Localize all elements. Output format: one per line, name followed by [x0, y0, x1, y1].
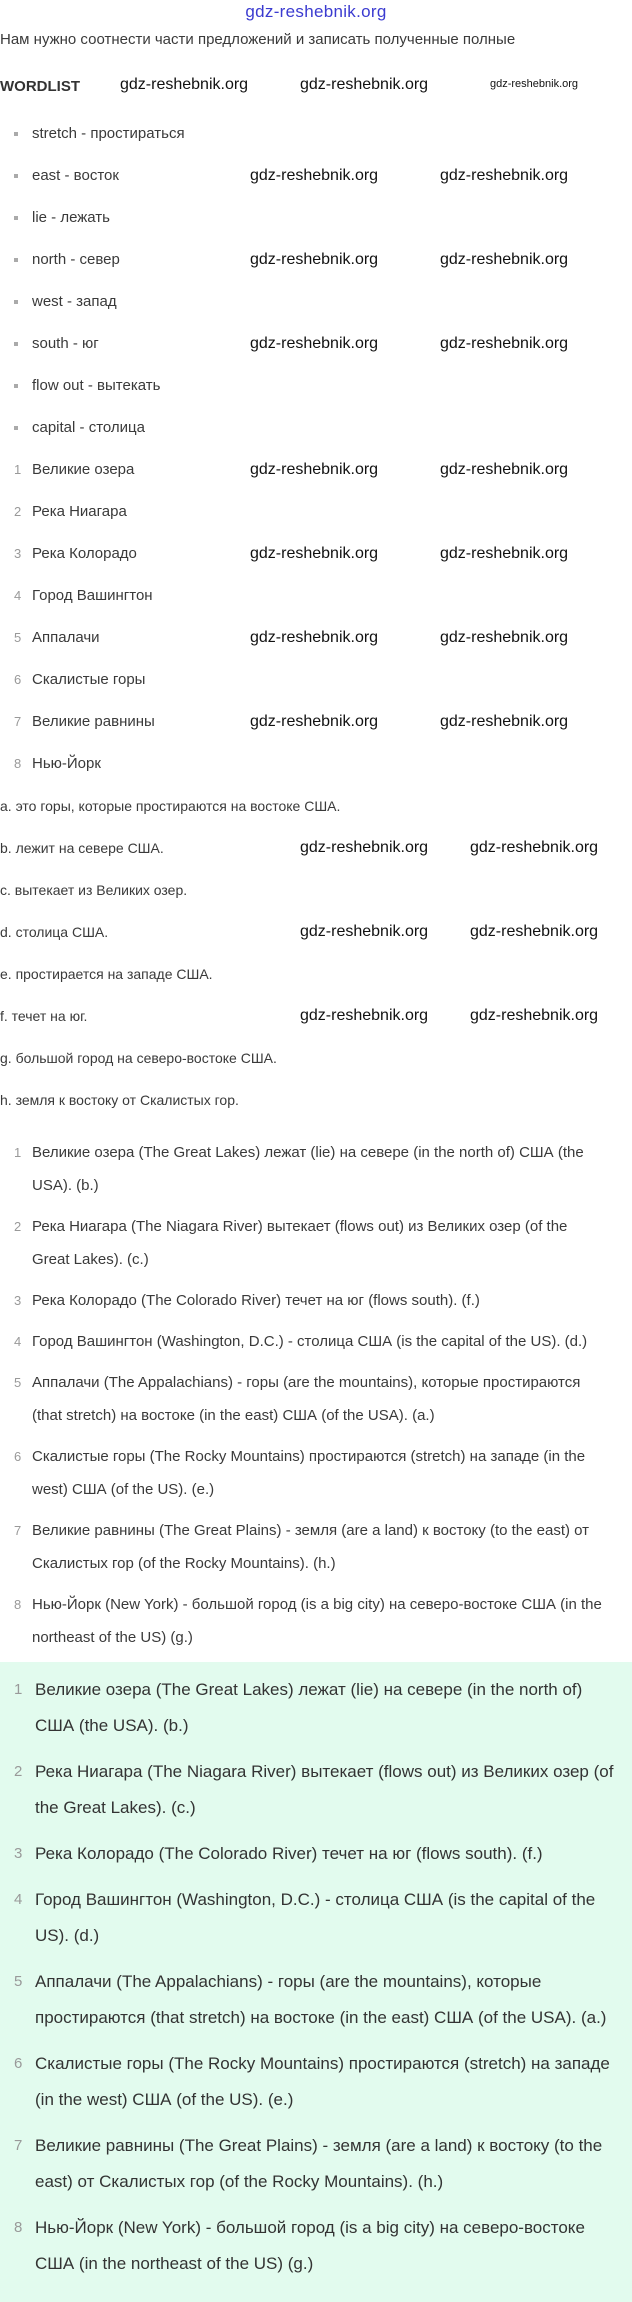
ending-h: [0, 1090, 632, 1132]
list-item: [0, 1325, 620, 1358]
answers-list: [0, 1136, 620, 1654]
places-list: [0, 460, 632, 796]
item-text: Река Ниагара (The Niagara River) вытекает (flows out) из Великих озер (of the Great Lakes). (c.): [32, 1218, 568, 1268]
list-item: [0, 1366, 620, 1432]
header: [0, 0, 632, 30]
item-text: Великие озера (The Great Lakes) лежат (lie) на севере (in the north of) США (the USA). (b.): [32, 1144, 584, 1194]
word-text: stretch - простираться: [32, 125, 185, 142]
word-text: flow out - вытекать: [32, 377, 161, 394]
watermark: gdz-reshebnik.org: [300, 923, 429, 940]
list-item: [0, 460, 632, 502]
word-item: [0, 208, 632, 250]
item-number: 7: [14, 1523, 22, 1538]
list-item: [0, 628, 632, 670]
item-number: 8: [14, 756, 22, 771]
item-number: 4: [14, 1334, 22, 1349]
list-item: [0, 1882, 632, 1954]
watermark: gdz-reshebnik.org: [250, 251, 379, 268]
item-number: 4: [14, 588, 22, 603]
item-number: 8: [14, 2219, 23, 2236]
word-item: [0, 292, 632, 334]
list-item: [0, 586, 632, 628]
item-text: Река Ниагара: [32, 503, 127, 520]
item-number: 4: [14, 1891, 23, 1908]
item-number: 5: [14, 1973, 23, 1990]
word-text: lie - лежать: [32, 209, 110, 226]
word-item: [0, 124, 632, 166]
item-number: 3: [14, 546, 22, 561]
word-text: north - север: [32, 251, 120, 268]
list-item: [0, 1672, 632, 1744]
item-number: 2: [14, 1763, 23, 1780]
wordlist: [0, 124, 632, 460]
ending-text: a. это горы, которые простираются на востоке США.: [0, 798, 341, 814]
watermark: gdz-reshebnik.org: [300, 76, 429, 93]
item-text: Река Колорадо (The Colorado River) течет на юг (flows south). (f.): [35, 1844, 543, 1863]
watermark-header: gdz-reshebnik.org: [245, 2, 387, 21]
ending-d: [0, 922, 632, 964]
word-text: east - восток: [32, 167, 119, 184]
highlighted-answers-list: [0, 1672, 632, 2282]
item-text: Великие равнины (The Great Plains) - земля (are a land) к востоку (to the east) от Скалистых гор (of the Rocky Mountains). (h.): [35, 2136, 603, 2191]
list-item: [0, 1136, 620, 1202]
word-item: [0, 418, 632, 460]
ending-c: [0, 880, 632, 922]
list-item: [0, 1588, 620, 1654]
item-number: 8: [14, 1597, 22, 1612]
list-item: [0, 544, 632, 586]
ending-b: [0, 838, 632, 880]
answer-highlight-box: [0, 1662, 632, 2302]
item-number: 2: [14, 504, 22, 519]
item-number: 5: [14, 1375, 22, 1390]
watermark: gdz-reshebnik.org: [440, 713, 569, 730]
watermark: gdz-reshebnik.org: [470, 923, 599, 940]
watermark: gdz-reshebnik.org: [470, 839, 599, 856]
item-text: Великие равнины (The Great Plains) - земля (are a land) к востоку (to the east) от Скалистых гор (of the Rocky Mountains). (h.): [32, 1522, 590, 1572]
item-number: 1: [14, 462, 22, 477]
list-item: [0, 1514, 620, 1580]
word-text: capital - столица: [32, 419, 145, 436]
watermark: gdz-reshebnik.org: [300, 839, 429, 856]
item-number: 3: [14, 1293, 22, 1308]
ending-f: [0, 1006, 632, 1048]
word-item: [0, 250, 632, 292]
ending-text: g. большой город на северо-востоке США.: [0, 1050, 277, 1066]
item-text: Аппалачи (The Appalachians) - горы (are the mountains), которые простираются (that stretch) на востоке (in the east) США (of the USA). (a.): [32, 1374, 581, 1424]
item-text: Нью-Йорк: [32, 755, 101, 772]
ending-e: [0, 964, 632, 1006]
word-item: [0, 166, 632, 208]
watermark: gdz-reshebnik.org: [440, 251, 569, 268]
word-item: [0, 334, 632, 376]
list-item: [0, 1440, 620, 1506]
item-text: Река Колорадо (The Colorado River) течет на юг (flows south). (f.): [32, 1292, 480, 1309]
intro-text: Нам нужно соотнести части предложений и записать полученные полные: [0, 31, 516, 48]
list-item: [0, 712, 632, 754]
ending-g: [0, 1048, 632, 1090]
item-number: 1: [14, 1681, 23, 1698]
watermark: gdz-reshebnik.org: [250, 713, 379, 730]
item-number: 6: [14, 672, 22, 687]
item-text: Город Вашингтон (Washington, D.C.) - столица США (is the capital of the US). (d.): [35, 1890, 596, 1945]
ending-text: h. земля к востоку от Скалистых гор.: [0, 1092, 239, 1108]
item-text: Великие озера: [32, 461, 135, 478]
list-item: [0, 754, 632, 796]
item-number: 6: [14, 2055, 23, 2072]
watermark: gdz-reshebnik.org: [250, 461, 379, 478]
item-number: 7: [14, 2137, 23, 2154]
ending-a: [0, 796, 632, 838]
ending-text: b. лежит на севере США.: [0, 840, 164, 856]
list-item: [0, 502, 632, 544]
watermark: gdz-reshebnik.org: [490, 78, 579, 90]
list-item: [0, 2128, 632, 2200]
watermark: gdz-reshebnik.org: [470, 1007, 599, 1024]
item-number: 7: [14, 714, 22, 729]
list-item: [0, 1754, 632, 1826]
word-text: west - запад: [32, 293, 117, 310]
watermark: gdz-reshebnik.org: [440, 461, 569, 478]
watermark: gdz-reshebnik.org: [440, 335, 569, 352]
watermark: gdz-reshebnik.org: [250, 629, 379, 646]
item-text: Река Ниагара (The Niagara River) вытекает (flows out) из Великих озер (of the Great Lakes). (c.): [35, 1762, 614, 1817]
list-item: [0, 1836, 632, 1872]
ending-text: f. течет на юг.: [0, 1008, 88, 1024]
list-item: [0, 1284, 620, 1317]
item-text: Река Колорадо: [32, 545, 137, 562]
item-text: Великие равнины: [32, 713, 155, 730]
watermark: gdz-reshebnik.org: [120, 76, 249, 93]
item-number: 5: [14, 630, 22, 645]
wordlist-heading-row: [0, 70, 632, 110]
item-text: Нью-Йорк (New York) - большой город (is a big city) на северо-востоке США (in the northeast of the US) (g.): [35, 2218, 585, 2273]
item-text: Скалистые горы (The Rocky Mountains) простираются (stretch) на западе (in the west) США (of the US). (e.): [35, 2054, 610, 2109]
item-number: 1: [14, 1145, 22, 1160]
item-text: Аппалачи (The Appalachians) - горы (are the mountains), которые простираются (that stretch) на востоке (in the east) США (of the USA). (a.): [35, 1972, 607, 2027]
ending-text: e. простирается на западе США.: [0, 966, 213, 982]
word-text: south - юг: [32, 335, 99, 352]
watermark: gdz-reshebnik.org: [440, 545, 569, 562]
item-text: Аппалачи: [32, 629, 100, 646]
watermark: gdz-reshebnik.org: [250, 167, 379, 184]
wordlist-heading: WORDLIST: [0, 78, 80, 95]
item-number: 2: [14, 1219, 22, 1234]
watermark: gdz-reshebnik.org: [250, 335, 379, 352]
watermark: gdz-reshebnik.org: [300, 1007, 429, 1024]
item-text: Великие озера (The Great Lakes) лежат (lie) на севере (in the north of) США (the USA). (b.): [35, 1680, 583, 1735]
item-number: 3: [14, 1845, 23, 1862]
item-text: Город Вашингтон (Washington, D.C.) - столица США (is the capital of the US). (d.): [32, 1333, 588, 1350]
ending-text: c. вытекает из Великих озер.: [0, 882, 188, 898]
list-item: [0, 1964, 632, 2036]
watermark: gdz-reshebnik.org: [440, 167, 569, 184]
list-item: [0, 2046, 632, 2118]
item-number: 6: [14, 1449, 22, 1464]
list-item: [0, 670, 632, 712]
sentence-endings: [0, 796, 632, 1132]
list-item: [0, 1210, 620, 1276]
ending-text: d. столица США.: [0, 924, 109, 940]
watermark: gdz-reshebnik.org: [250, 545, 379, 562]
word-item: [0, 376, 632, 418]
item-text: Скалистые горы (The Rocky Mountains) простираются (stretch) на западе (in the west) США (of the US). (e.): [32, 1448, 586, 1498]
item-text: Нью-Йорк (New York) - большой город (is a big city) на северо-востоке США (in the northeast of the US) (g.): [32, 1596, 602, 1646]
item-text: Скалистые горы: [32, 671, 146, 688]
item-text: Город Вашингтон: [32, 587, 153, 604]
watermark: gdz-reshebnik.org: [440, 629, 569, 646]
list-item: [0, 2210, 632, 2282]
